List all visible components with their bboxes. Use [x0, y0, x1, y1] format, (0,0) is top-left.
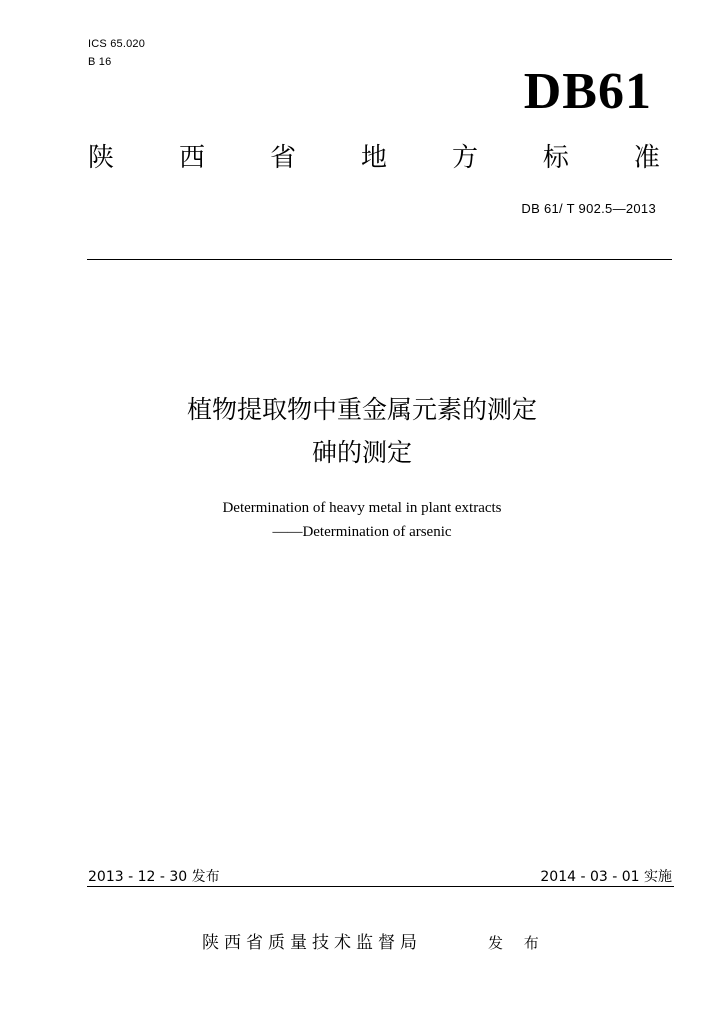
standard-type-char: 地: [360, 143, 387, 173]
standard-type-char: 标: [542, 143, 569, 173]
standard-type-char: 准: [633, 143, 660, 173]
ccs-code: B 16: [88, 56, 112, 68]
implementation-date: 2014 - 03 - 01 实施: [540, 869, 672, 885]
issuer: 陕西省质量技术监督局: [202, 933, 422, 953]
standard-type-char: 方: [451, 143, 478, 173]
standard-type-char: 西: [178, 143, 205, 173]
header-divider: [87, 259, 672, 260]
standard-type-char: 省: [269, 143, 296, 173]
issue-date: 2013 - 12 - 30 发布: [88, 869, 220, 885]
standard-number: DB 61/ T 902.5—2013: [521, 201, 656, 216]
publish-label: 发 布: [488, 934, 547, 952]
ics-code: ICS 65.020: [88, 38, 146, 50]
footer-divider: [87, 886, 674, 887]
title-en-main: Determination of heavy metal in plant extracts: [222, 500, 502, 516]
db-logo: DB61: [523, 63, 652, 120]
title-cn-main: 植物提取物中重金属元素的测定: [186, 395, 537, 424]
title-en-sub: ——Determination of arsenic: [272, 524, 452, 540]
standard-type: [88, 142, 660, 174]
title-cn-sub: 砷的测定: [311, 438, 412, 467]
standard-type-char: 陕: [88, 143, 115, 173]
